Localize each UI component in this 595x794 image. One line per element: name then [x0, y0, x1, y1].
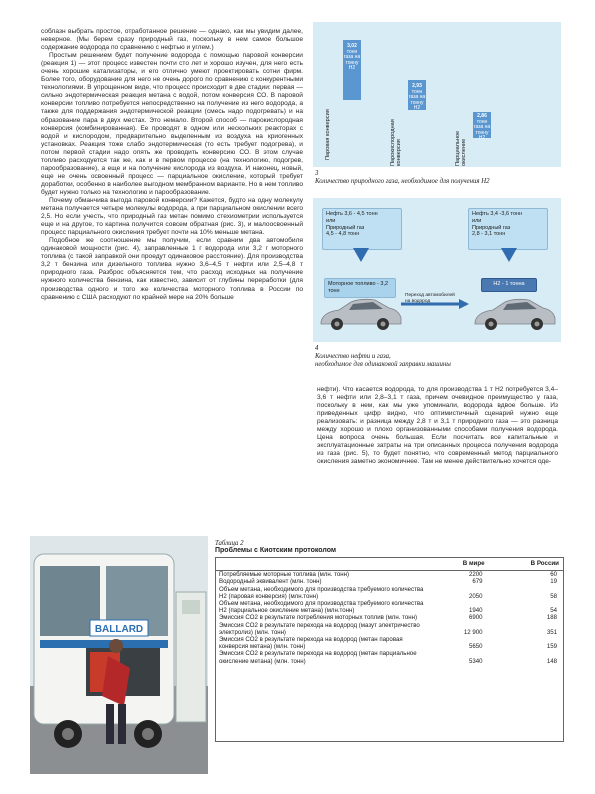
- h2-label: H2 - 1 тонна: [493, 281, 525, 287]
- h2-label-box: [481, 278, 537, 292]
- col-header-russia: В России: [489, 558, 563, 571]
- bar-steam-reforming: [343, 40, 361, 100]
- box-line: 4,5 - 4,8 тонн: [326, 231, 360, 238]
- box-line: 2,8 - 3,1 тонн: [472, 231, 506, 238]
- box-line: Нефть 3,6 - 4,5 тонн: [326, 211, 378, 217]
- cell-russia: 159: [546, 643, 557, 651]
- box-line: Природный газ: [326, 224, 365, 231]
- table-title: Проблемы с Киотским протоколом: [215, 547, 337, 554]
- down-arrow-icon: [353, 248, 369, 262]
- cell-world: 5340: [469, 657, 483, 665]
- table-row: [216, 614, 563, 621]
- row-label: Объем метана, необходимого для производства требуемого количества H2 (парциальное окисление метана) (млн.тонн): [219, 600, 424, 615]
- right-arrow-icon: [459, 299, 469, 309]
- row-label: Эмиссия CO2 в результате перехода на водород (метан парциальное окисление метана) (млн. тонн): [219, 650, 417, 665]
- table-row: [216, 636, 563, 650]
- bar-category-label: Парциальное окисление: [455, 130, 468, 166]
- figure-4-diagram: [313, 198, 561, 342]
- row-label: Эмиссия CO2 в результате потребления моторных топлив (млн. тонн): [219, 614, 417, 622]
- figure-4-caption-line2: необходимое для одинаковой заправки машины: [315, 361, 451, 368]
- bar-partial-oxidation: [473, 112, 491, 141]
- box-line: или: [326, 217, 336, 224]
- cell-russia: 19: [550, 578, 557, 586]
- bus-refuelling-photo: [30, 536, 208, 774]
- figure-4-caption-line1: Количество нефти и газа,: [315, 353, 391, 360]
- cell-world: 5650: [469, 643, 483, 651]
- bar-value-label: 3,02: [347, 43, 357, 49]
- paragraph: Почему обманчива выгода паровой конверсии? Кажется, будто на одну молекулу метана получается четыре молекулы водорода, а при парциальном окислении всего 2,5. Но если учесть, что природный газ метан помимо стехиометрии используется еще и на другое, то картина получится совсем обратная (рис. 3), и малоосвоенный процесс парциального окисления требует почти на 10% меньше метана.: [41, 196, 303, 237]
- cell-world: 2200: [469, 571, 483, 579]
- cell-russia: 188: [546, 614, 557, 622]
- table-heading: [215, 540, 565, 554]
- table-row: [216, 586, 563, 600]
- paragraph: нефти). Что касается водорода, то для производства 1 т H2 потребуется 3,4–3,6 т нефти или 2,8–3,1 т газа, причем очевидное преимущество у газа, поскольку в нем, как мы уже упоминали, водорода вдвое больше. Из приведенных цифр видно, что оптимистичный сценарий нужно еще реализовать: и разница между 2,8 т и 3,1 т природного газа — это разница между хорошо и плохо организованными способами получения водорода. Цена вопроса очень большая. Если посчитать все капитальные и эксплуатационные затраты на три описанных процесса получения водорода из газа (рис. 5), то будет понятно, что современный метод парциального окисления заметно экономичнее. Там не менее действительно хочется оде-: [317, 386, 558, 466]
- paragraph: Простым решением будет получение водорода с помощью паровой конверсии (реакция 1) — этот процесс известен почти сто лет и хорошо изучен, для него есть очень хорошие катализаторы, и его отлично умеют проектировать сотни фирм. Более того, оборудование для него не очень дорого по сравнению с конкурентными технологиями. В упрощенном виде, что процесс происходит в две стадии: первая — сильно эндотермическая реакция метана с водой, потом конверсия СО. В паровой конверсии топливо потребуется непосредственно на получение из него водорода, а также для поддержания эндотермической реакции (смесь надо подогревать) и на образование пара в двух местах. Это немало. Второй способ — парокислородная конверсия (комбинированная). Ее проводят в одном или нескольких реакторах с водой и кислородом, предварительно выделенным из воздуха на криогенных установках. Реакция тоже слабо эндотермическая (то есть требует подогрева), и потом первой стадии надо опять же проводить конверсию СО. В этом случае топливо расходуется так же, как и в первом процессе (на технологию, подогрев, парообразование), а еще и на получение кислорода из воздуха. И наконец, новый, еще не очень освоенный процесс — парциальное окисление, который требует доработки, особенно в наиболее выгодном мембранном варианте. Но в нем топливо будет нужно только на технологию и парообразование.: [41, 52, 303, 196]
- down-arrow-icon: [501, 248, 517, 262]
- col-header-world: В мире: [425, 558, 489, 571]
- figure-4-number: 4: [315, 345, 319, 352]
- table-row: [216, 571, 563, 579]
- bar-steam-oxygen-reforming: [408, 80, 426, 110]
- paragraph: Подобное же соотношение мы получим, если сравним два автомобиля одинаковой мощности (рис. 4), заправленные 1 г водорода или 3,2 г моторного топлива (с такой заправкой они проедут одинаковое расстояние). Для производства 3,2 т бензина или дизельного топлива нужно 3,6–4,5 т нефти или 2,5–4,8 т природного газа. Разброс объясняется тем, что расход исходных на получение нужного количества бензина, как известно, зависит от глубины переработки (для производства одного и того же количества моторного топлива в России по сравнению с США расходуют по крайней мере на 20% больше: [41, 237, 303, 301]
- left-text-column: [41, 28, 303, 302]
- cell-russia: 60: [550, 571, 557, 579]
- cell-russia: 58: [550, 592, 557, 600]
- cell-russia: 54: [550, 607, 557, 615]
- row-label: Эмиссия CO2 в результате перехода на водород (мазут электричество электролиз) (млн. тонн): [219, 621, 420, 636]
- bar-unit-label: тонн газа на тонну H2: [343, 48, 361, 71]
- table-row: [216, 622, 563, 636]
- car-icon: [317, 294, 403, 332]
- cell-world: 679: [472, 578, 483, 586]
- figure-3-caption: Количество природного газа, необходимое для получения H2: [315, 178, 490, 185]
- cell-world: 1940: [469, 607, 483, 615]
- box-line: Нефть 3,4 -3,6 тонн: [472, 211, 523, 217]
- bar-value-label: 2,86: [477, 113, 487, 119]
- bar-category-label: Паровая конверсия: [325, 109, 331, 160]
- cell-russia: 148: [546, 657, 557, 665]
- bar-unit-label: тонн газа на тонну H2: [408, 88, 426, 111]
- figure-3-number: 3: [315, 170, 319, 177]
- bar-category-label: Парокислородная конверсия: [390, 119, 403, 166]
- kyoto-table: [216, 558, 563, 665]
- row-label: Водородный эквивалент (млн. тонн): [219, 578, 322, 586]
- bar-unit-label: тонн газа на тонну H2: [473, 118, 491, 141]
- fuel-label: Моторное топливо - 3,2 тонн: [328, 281, 389, 294]
- cell-world: 2050: [469, 592, 483, 600]
- right-text-column: [317, 386, 558, 466]
- bus-brand-logo: BALLARD: [94, 624, 144, 635]
- table-row: [216, 578, 563, 585]
- table-2: [215, 557, 564, 742]
- box-line: Природный газ: [472, 224, 511, 231]
- box-line: или: [472, 217, 482, 224]
- table-number: Таблица 2: [215, 540, 244, 547]
- row-label: Объем метана, необходимого для производства требуемого количества H2 (паровая конверсия) (млн.тонн): [219, 585, 424, 600]
- bar-value-label: 2,93: [412, 83, 422, 89]
- table-row: [216, 600, 563, 614]
- bus-photo-illustration: [30, 536, 208, 774]
- transition-label: Переход автомобилей на водород: [405, 293, 455, 304]
- cell-world: 12 900: [463, 628, 483, 636]
- row-label: Потребляемые моторные топлива (млн. тонн): [219, 571, 350, 579]
- car-icon: [471, 294, 557, 332]
- table-row: [216, 650, 563, 664]
- paragraph: соблазн выбрать простое, отработанное решение — однако, как мы увидим далее, неверное. (Мы берем сразу природный газ, поскольку в нем самое большое содержание водорода по сравнению с нефтью и углем.): [41, 28, 303, 52]
- cell-russia: 351: [546, 628, 557, 636]
- cell-world: 6900: [469, 614, 483, 622]
- figure-3-bar-chart: [313, 22, 561, 167]
- row-label: Эмиссия CO2 в результате перехода на водород (метан паровая конверсия метана) (млн. тонн): [219, 636, 403, 651]
